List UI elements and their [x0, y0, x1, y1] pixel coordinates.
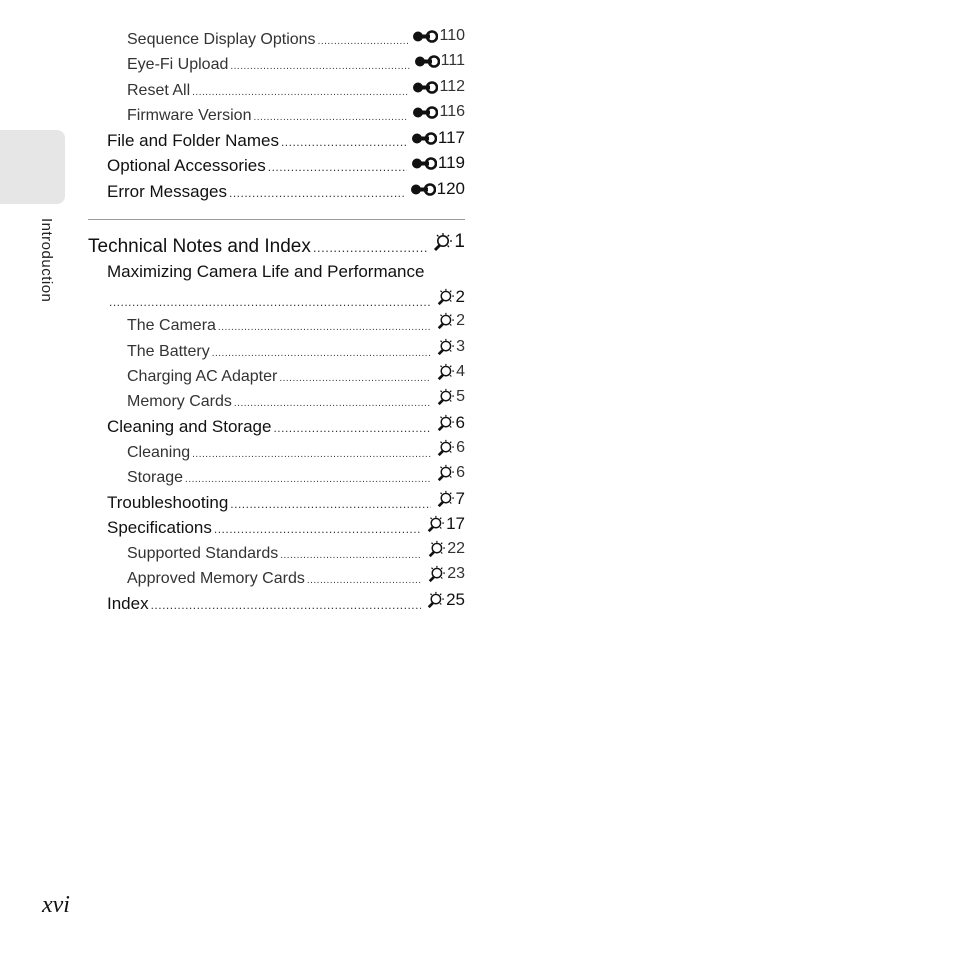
leader-dots — [230, 497, 430, 511]
toc-entry-title: The Battery — [127, 343, 210, 360]
toc-entry-charging-ac-adapter[interactable] — [127, 363, 465, 386]
leader-dots — [268, 160, 407, 174]
leader-dots — [281, 135, 407, 149]
toc-entry-maximizing-camera-life-title[interactable]: Maximizing Camera Life and Performance — [107, 262, 425, 281]
reference-section-icon — [410, 182, 436, 197]
technical-notes-icon — [435, 288, 455, 306]
leader-dots — [192, 449, 431, 460]
toc-entry-title: File and Folder Names — [107, 130, 279, 150]
toc-entry-page: 116 — [412, 103, 465, 121]
toc-entry-title: Charging AC Adapter — [127, 368, 278, 385]
toc-entry-page: 120 — [410, 179, 465, 199]
technical-notes-icon — [435, 439, 455, 457]
leader-dots — [109, 295, 431, 309]
toc-entry-page: 1 — [431, 231, 465, 253]
technical-notes-icon — [435, 312, 455, 330]
toc-entry-page: 17 — [425, 514, 465, 534]
toc-entry-title: Eye-Fi Upload — [127, 55, 229, 73]
toc-entry-optional-accessories[interactable] — [107, 153, 465, 176]
leader-dots — [307, 575, 422, 586]
leader-dots — [230, 61, 409, 72]
leader-dots — [229, 186, 406, 200]
toc-entry-page: 3 — [435, 338, 465, 356]
page-number: xvi — [42, 892, 70, 918]
reference-section-icon — [414, 54, 440, 69]
toc-entry-page: 25 — [425, 590, 465, 610]
toc-entry-page: 5 — [435, 388, 465, 406]
leader-dots — [253, 112, 408, 123]
toc-entry-page: 110 — [412, 27, 465, 45]
toc-entry-title: Approved Memory Cards — [127, 570, 305, 587]
toc-entry-page: 2 — [435, 312, 465, 330]
technical-notes-icon — [426, 540, 446, 558]
leader-dots — [212, 348, 431, 359]
toc-entry-page: 6 — [435, 413, 465, 433]
toc-entry-the-battery[interactable] — [127, 338, 465, 361]
technical-notes-icon — [426, 565, 446, 583]
technical-notes-icon — [435, 363, 455, 381]
toc-entry-page: 119 — [411, 153, 465, 173]
toc-entry-title: Firmware Version — [127, 106, 252, 124]
toc-entry-title: Troubleshooting — [107, 493, 229, 512]
toc-entry-approved-memory-cards[interactable] — [127, 565, 465, 588]
toc-entry-specifications[interactable] — [107, 514, 465, 538]
toc-entry-firmware-version[interactable] — [127, 103, 465, 125]
toc-entry-page: 23 — [426, 565, 465, 583]
section-tab-label: Introduction — [38, 218, 55, 303]
toc-entry-reset-all[interactable] — [127, 78, 465, 100]
toc-entry-file-and-folder-names[interactable] — [107, 128, 465, 151]
toc-entry-maximizing-camera-life[interactable] — [109, 287, 465, 309]
reference-section-icon — [411, 131, 437, 146]
toc-heading-technical-notes[interactable] — [88, 231, 465, 258]
reference-section-icon — [412, 80, 438, 95]
technical-notes-icon — [435, 388, 455, 406]
toc-entry-memory-cards[interactable] — [127, 388, 465, 411]
technical-notes-icon — [435, 338, 455, 356]
toc-entry-title: Storage — [127, 469, 184, 486]
toc-entry-cleaning[interactable] — [127, 439, 465, 462]
reference-section-icon — [411, 156, 437, 171]
toc-heading-title: Technical Notes and Index — [88, 236, 311, 257]
leader-dots — [234, 398, 431, 409]
technical-notes-icon — [435, 414, 455, 432]
section-tab — [0, 130, 65, 204]
toc-entry-title: Optional Accessories — [107, 155, 266, 175]
technical-notes-icon — [425, 591, 445, 609]
toc-entry-sequence-display-options[interactable] — [127, 27, 465, 49]
leader-dots — [279, 373, 431, 384]
leader-dots — [280, 550, 422, 561]
toc-entry-page: 117 — [411, 128, 465, 148]
leader-dots — [151, 598, 421, 612]
toc-entry-page: 111 — [414, 52, 465, 70]
technical-notes-icon — [431, 232, 453, 252]
toc-entry-page: 6 — [435, 464, 465, 482]
toc-entry-page: 2 — [435, 287, 465, 307]
leader-dots — [318, 36, 409, 47]
toc-entry-title: Memory Cards — [127, 393, 232, 410]
toc-entry-the-camera[interactable] — [127, 312, 465, 335]
toc-entry-page: 6 — [435, 439, 465, 457]
leader-dots — [218, 322, 431, 333]
technical-notes-icon — [435, 490, 455, 508]
toc-entry-troubleshooting[interactable] — [107, 489, 465, 513]
toc-entry-title: Sequence Display Options — [127, 30, 316, 48]
leader-dots — [192, 87, 408, 98]
leader-dots — [214, 522, 421, 536]
leader-dots — [273, 421, 430, 435]
leader-dots — [185, 474, 431, 485]
leader-dots — [313, 240, 428, 255]
toc-entry-page: 4 — [435, 363, 465, 381]
toc-entry-title: The Camera — [127, 317, 216, 334]
toc-entry-title: Specifications — [107, 518, 212, 537]
toc-entry-supported-standards[interactable] — [127, 540, 465, 563]
toc-entry-page: 7 — [435, 489, 465, 509]
toc-entry-index[interactable] — [107, 590, 465, 614]
section-divider — [88, 219, 465, 220]
toc-entry-title: Cleaning — [127, 444, 191, 461]
toc-entry-eye-fi-upload[interactable] — [127, 52, 465, 74]
toc-entry-title: Index — [107, 594, 149, 613]
toc-entry-title: Reset All — [127, 81, 191, 99]
technical-notes-icon — [425, 515, 445, 533]
reference-section-icon — [412, 105, 438, 120]
toc-entry-error-messages[interactable] — [107, 179, 465, 202]
toc-entry-storage[interactable] — [127, 464, 465, 487]
toc-entry-page: 112 — [412, 78, 465, 96]
technical-notes-icon — [435, 464, 455, 482]
toc-entry-page: 22 — [426, 540, 465, 558]
toc-entry-title: Cleaning and Storage — [107, 417, 272, 436]
toc-entry-cleaning-and-storage[interactable] — [107, 413, 465, 437]
toc-entry-title: Supported Standards — [127, 545, 279, 562]
toc-entry-title: Error Messages — [107, 181, 227, 201]
reference-section-icon — [412, 29, 438, 44]
